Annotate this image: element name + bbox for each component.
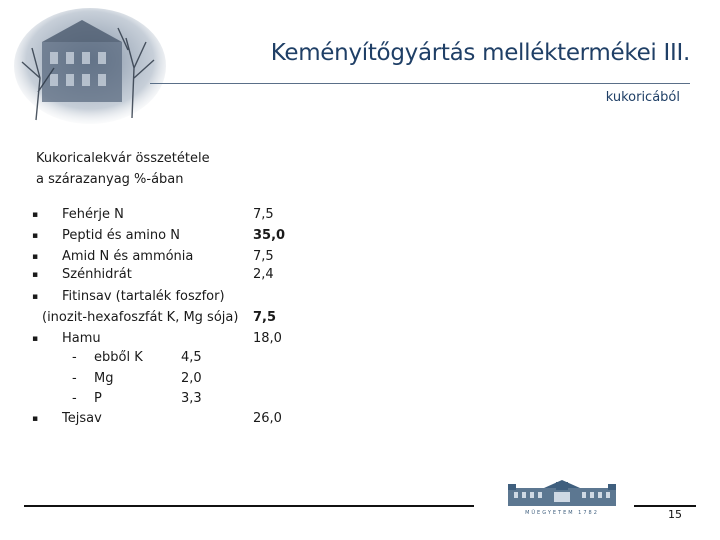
footer-divider-left — [24, 505, 474, 507]
dash: - — [72, 350, 77, 365]
heading-line-1: Kukoricalekvár összetétele — [36, 151, 210, 166]
sub-item-value: 2,0 — [181, 371, 202, 386]
item-label: Fehérje N — [62, 207, 124, 222]
bullet-icon: ▪ — [32, 270, 39, 280]
sub-list-item — [0, 389, 720, 409]
sub-list-item — [0, 348, 720, 368]
university-logo-icon — [494, 480, 630, 516]
slide-subtitle: kukoricából — [605, 90, 680, 105]
sub-item-label: Mg — [94, 371, 114, 386]
bullet-icon: ▪ — [32, 210, 39, 220]
sub-item-value: 3,3 — [181, 391, 202, 406]
dash: - — [72, 391, 77, 406]
list-item — [0, 247, 720, 267]
item-value: 18,0 — [253, 331, 282, 346]
list-item — [0, 329, 720, 349]
item-label: Amid N és ammónia — [62, 249, 194, 264]
list-item — [0, 226, 720, 246]
slide-title: Keményítőgyártás melléktermékei III. — [270, 40, 690, 66]
item-value: 2,4 — [253, 267, 274, 282]
item-value: 7,5 — [253, 310, 277, 325]
item-label: Tejsav — [62, 411, 102, 426]
item-label: Peptid és amino N — [62, 228, 180, 243]
table-heading — [36, 148, 210, 190]
bullet-icon: ▪ — [32, 334, 39, 344]
dash: - — [72, 371, 77, 386]
heading-line-2: a szárazanyag %-ában — [36, 172, 184, 187]
item-label: Fitinsav (tartalék foszfor) — [62, 289, 225, 304]
sub-item-value: 4,5 — [181, 350, 202, 365]
bullet-icon: ▪ — [32, 252, 39, 262]
bullet-icon: ▪ — [32, 292, 39, 302]
sub-list-item — [0, 369, 720, 389]
item-value: 35,0 — [253, 228, 286, 243]
university-building-photo — [14, 8, 166, 126]
item-label: Szénhidrát — [62, 267, 132, 282]
item-value: 26,0 — [253, 411, 282, 426]
list-item — [0, 409, 720, 429]
bullet-icon: ▪ — [32, 231, 39, 241]
list-item — [0, 287, 720, 307]
page-number: 15 — [668, 508, 682, 521]
item-value: 7,5 — [253, 249, 274, 264]
logo-caption: MŰEGYETEM 1782 — [525, 510, 599, 516]
list-item — [0, 265, 720, 285]
item-value: 7,5 — [253, 207, 274, 222]
title-divider — [150, 83, 690, 84]
item-label: (inozit-hexafoszfát K, Mg sója) — [42, 310, 239, 325]
item-label: Hamu — [62, 331, 101, 346]
bullet-icon: ▪ — [32, 414, 39, 424]
list-item — [0, 205, 720, 225]
sub-item-label: P — [94, 391, 102, 406]
footer-divider-right — [634, 505, 696, 507]
sub-item-label: ebből K — [94, 350, 143, 365]
list-item-continuation — [0, 308, 720, 328]
